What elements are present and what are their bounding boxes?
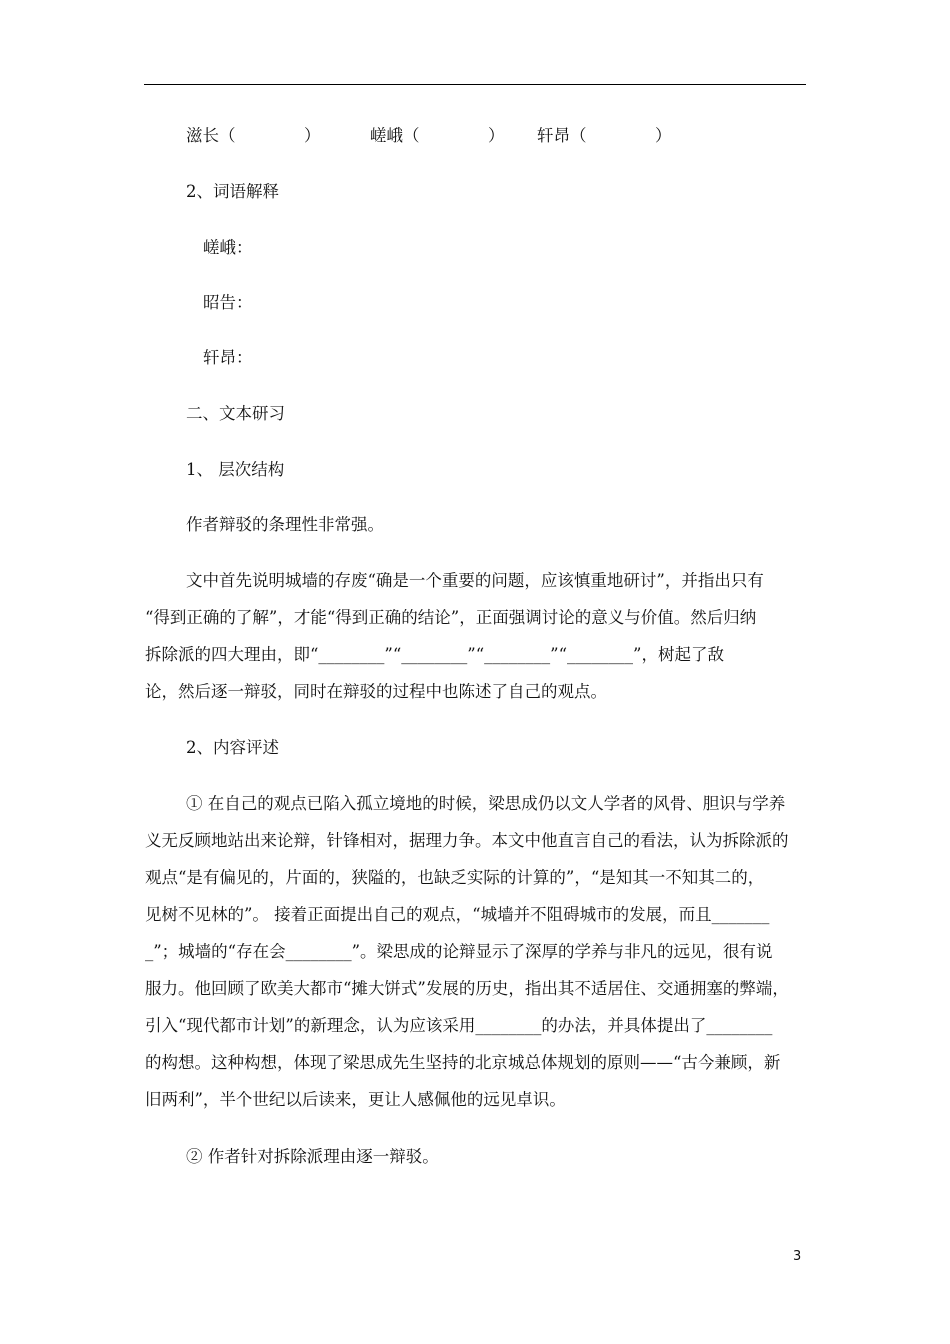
para2-line-3: 观点“是有偏见的，片面的，狭隘的，也缺乏实际的计算的”，“是知其一不知其二的，: [145, 868, 765, 887]
para2-line-5: _”；城墙的“存在会________”。梁思成的论辩显示了深厚的学养与非凡的远见，很有说: [145, 942, 773, 961]
subheading-structure: 1、 层次结构: [186, 460, 285, 479]
para2-line-1: ① 在自己的观点已陷入孤立境地的时候，梁思成仍以文人学者的风骨、胆识与学养: [186, 794, 786, 813]
definition-3: 轩昂：: [203, 348, 253, 367]
para2-line-8: 的构想。这种构想，体现了梁思成先生坚持的北京城总体规划的原则——“古今兼顾，新: [145, 1053, 781, 1072]
para2-line-7: 引入“现代都市计划”的新理念，认为应该采用________的办法，并具体提出了________: [145, 1016, 773, 1035]
para1-line-2: “得到正确的了解”，才能“得到正确的结论”，正面强调讨论的意义与价值。然后归纳: [145, 608, 757, 627]
vocab-word-2: 嵯峨（: [370, 126, 420, 145]
para1-line-1: 文中首先说明城墙的存废“确是一个重要的问题，应该慎重地研讨”，并指出只有: [186, 571, 764, 590]
section-heading-text-study: 二、文本研习: [186, 404, 285, 423]
para2-line-6: 服力。他回顾了欧美大都市“摊大饼式”发展的历史，指出其不适居住、交通拥塞的弊端，: [145, 979, 789, 998]
para2-line-2: 义无反顾地站出来论辩，针锋相对，据理力争。本文中他直言自己的看法，认为拆除派的: [145, 831, 789, 850]
vocab-word-1: 滋长（: [186, 126, 236, 145]
para2-line-4: 见树不见林的”。 接着正面提出自己的观点，“城墙并不阻碍城市的发展，而且_______: [145, 905, 770, 924]
vocab-close-3: ）: [655, 126, 672, 145]
definition-2: 昭告：: [203, 293, 253, 312]
subheading-content-review: 2、内容评述: [186, 738, 279, 757]
page-number: 3: [793, 1249, 802, 1264]
para2-line-9: 旧两利”，半个世纪以后读来，更让人感佩他的远见卓识。: [145, 1090, 566, 1109]
definition-1: 嵯峨：: [203, 238, 253, 257]
para3-text: ② 作者针对拆除派理由逐一辩驳。: [186, 1147, 439, 1166]
vocab-close-1: ）: [304, 126, 321, 145]
structure-summary: 作者辩驳的条理性非常强。: [186, 515, 384, 534]
section-title-word-explanation: 2、词语解释: [186, 182, 279, 201]
vocab-word-3: 轩昂（: [537, 126, 587, 145]
para1-line-4: 论，然后逐一辩驳，同时在辩驳的过程中也陈述了自己的观点。: [145, 682, 607, 701]
header-rule: [144, 84, 806, 85]
vocab-close-2: ）: [488, 126, 505, 145]
para1-line-3: 拆除派的四大理由，即“________”“________”“________”“________”，树起了敌: [145, 645, 724, 664]
